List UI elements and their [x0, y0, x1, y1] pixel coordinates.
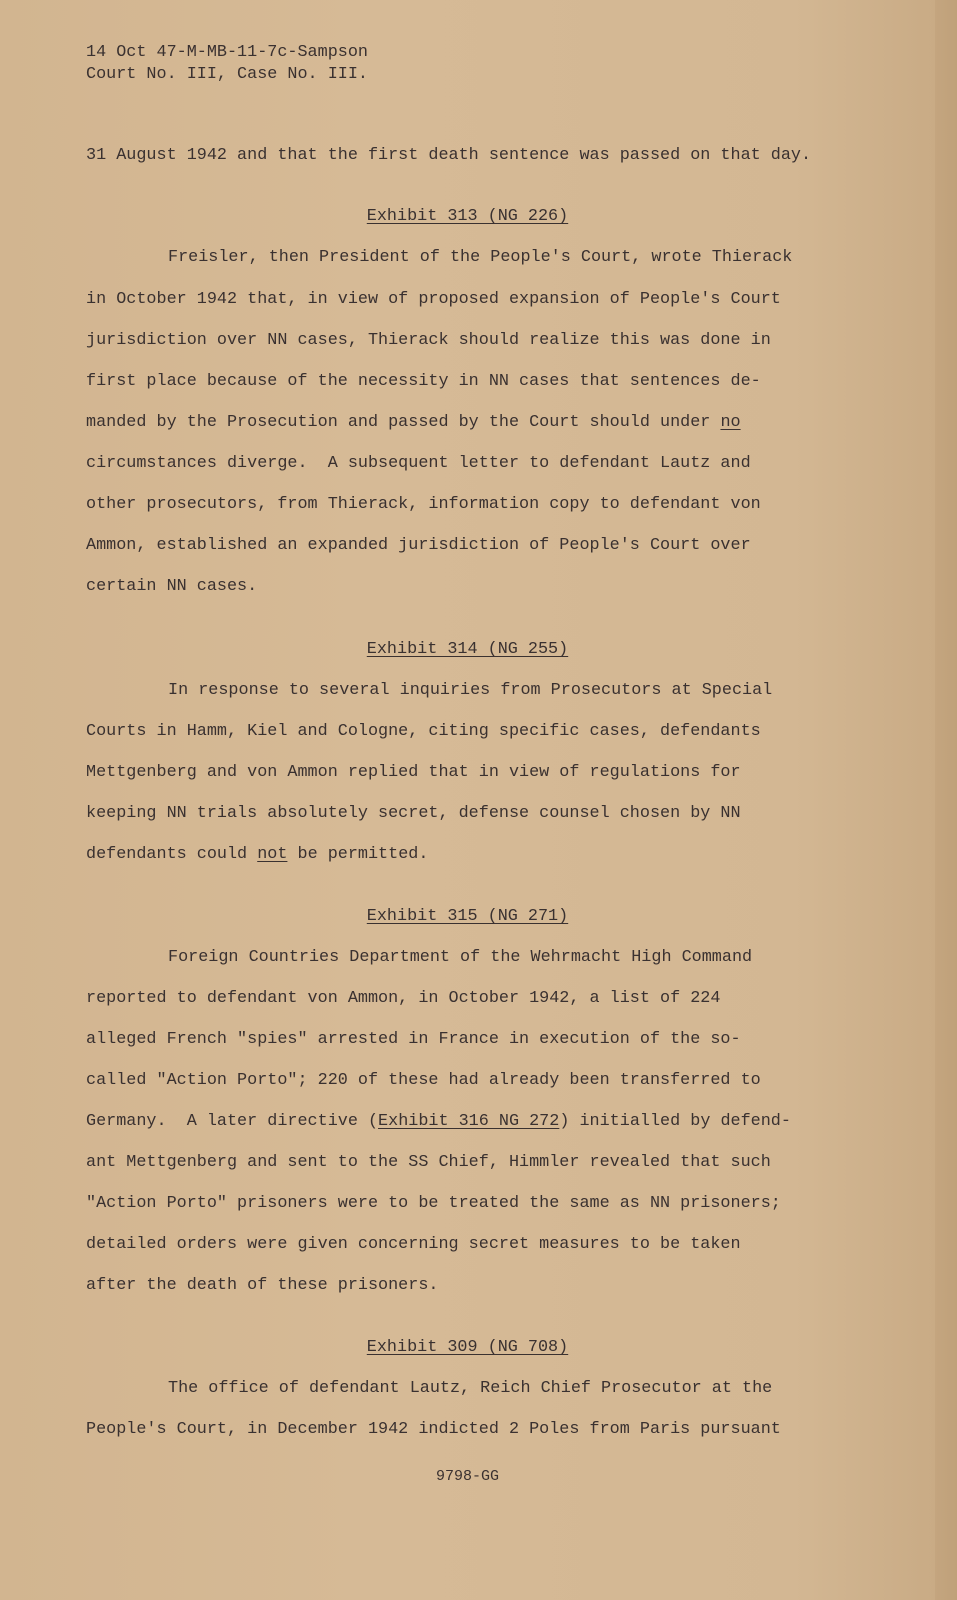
- paragraph-line: [86, 413, 741, 432]
- paragraph-line: [86, 845, 428, 864]
- paragraph-line: In response to several inquiries from Prosecutors at Special: [168, 681, 773, 700]
- header-line-2: Court No. III, Case No. III.: [86, 65, 368, 84]
- paragraph-line: other prosecutors, from Thierack, information copy to defendant von: [86, 495, 761, 514]
- paragraph-line: certain NN cases.: [86, 577, 258, 596]
- section-heading-text: Exhibit 315 (NG 271): [366, 907, 569, 926]
- paragraph-text: ) initialled by defend-: [559, 1112, 791, 1131]
- section-heading-text: Exhibit 314 (NG 255): [366, 640, 569, 659]
- paragraph-line: keeping NN trials absolutely secret, defense counsel chosen by NN: [86, 804, 741, 823]
- paragraph-line: Freisler, then President of the People's Court, wrote Thierack: [168, 248, 793, 267]
- paragraph-line: [86, 1112, 791, 1131]
- paragraph-text: manded by the Prosecution and passed by the Court should under: [86, 413, 721, 432]
- section-heading: [0, 640, 935, 659]
- paragraph-line: detailed orders were given concerning secret measures to be taken: [86, 1235, 741, 1254]
- paragraph-line: Foreign Countries Department of the Wehrmacht High Command: [168, 948, 753, 967]
- paragraph-line: after the death of these prisoners.: [86, 1276, 439, 1295]
- paragraph-line: ant Mettgenberg and sent to the SS Chief, Himmler revealed that such: [86, 1153, 771, 1172]
- page-number: 9798-GG: [435, 1468, 499, 1485]
- underlined-word: no: [720, 413, 741, 432]
- section-heading-text: Exhibit 313 (NG 226): [366, 207, 569, 226]
- paragraph-line: "Action Porto" prisoners were to be treated the same as NN prisoners;: [86, 1194, 781, 1213]
- paragraph-line: The office of defendant Lautz, Reich Chief Prosecutor at the: [168, 1379, 773, 1398]
- paragraph-line: Mettgenberg and von Ammon replied that in view of regulations for: [86, 763, 741, 782]
- paragraph-line: alleged French "spies" arrested in France in execution of the so-: [86, 1030, 741, 1049]
- underlined-word: not: [257, 845, 288, 864]
- paragraph-line: People's Court, in December 1942 indicted 2 Poles from Paris pursuant: [86, 1420, 781, 1439]
- section-heading: [0, 207, 935, 226]
- paragraph-line: first place because of the necessity in NN cases that sentences de-: [86, 372, 761, 391]
- header-line-1: 14 Oct 47-M-MB-11-7c-Sampson: [86, 43, 368, 62]
- paragraph-text: be permitted.: [287, 845, 429, 864]
- section-heading-text: Exhibit 309 (NG 708): [366, 1338, 569, 1357]
- paragraph-line: circumstances diverge. A subsequent letter to defendant Lautz and: [86, 454, 751, 473]
- intro-line: 31 August 1942 and that the first death sentence was passed on that day.: [86, 146, 812, 165]
- paragraph-line: reported to defendant von Ammon, in October 1942, a list of 224: [86, 989, 721, 1008]
- paragraph-line: Courts in Hamm, Kiel and Cologne, citing specific cases, defendants: [86, 722, 761, 741]
- section-heading: [0, 907, 935, 926]
- page-edge: [935, 0, 957, 1600]
- paragraph-text: Germany. A later directive (: [86, 1112, 379, 1131]
- paragraph-line: called "Action Porto"; 220 of these had already been transferred to: [86, 1071, 761, 1090]
- paragraph-line: Ammon, established an expanded jurisdiction of People's Court over: [86, 536, 751, 555]
- paragraph-line: in October 1942 that, in view of proposed expansion of People's Court: [86, 290, 781, 309]
- section-heading: [0, 1338, 935, 1357]
- paragraph-line: jurisdiction over NN cases, Thierack should realize this was done in: [86, 331, 771, 350]
- paragraph-text: defendants could: [86, 845, 258, 864]
- exhibit-reference: Exhibit 316 NG 272: [378, 1112, 560, 1131]
